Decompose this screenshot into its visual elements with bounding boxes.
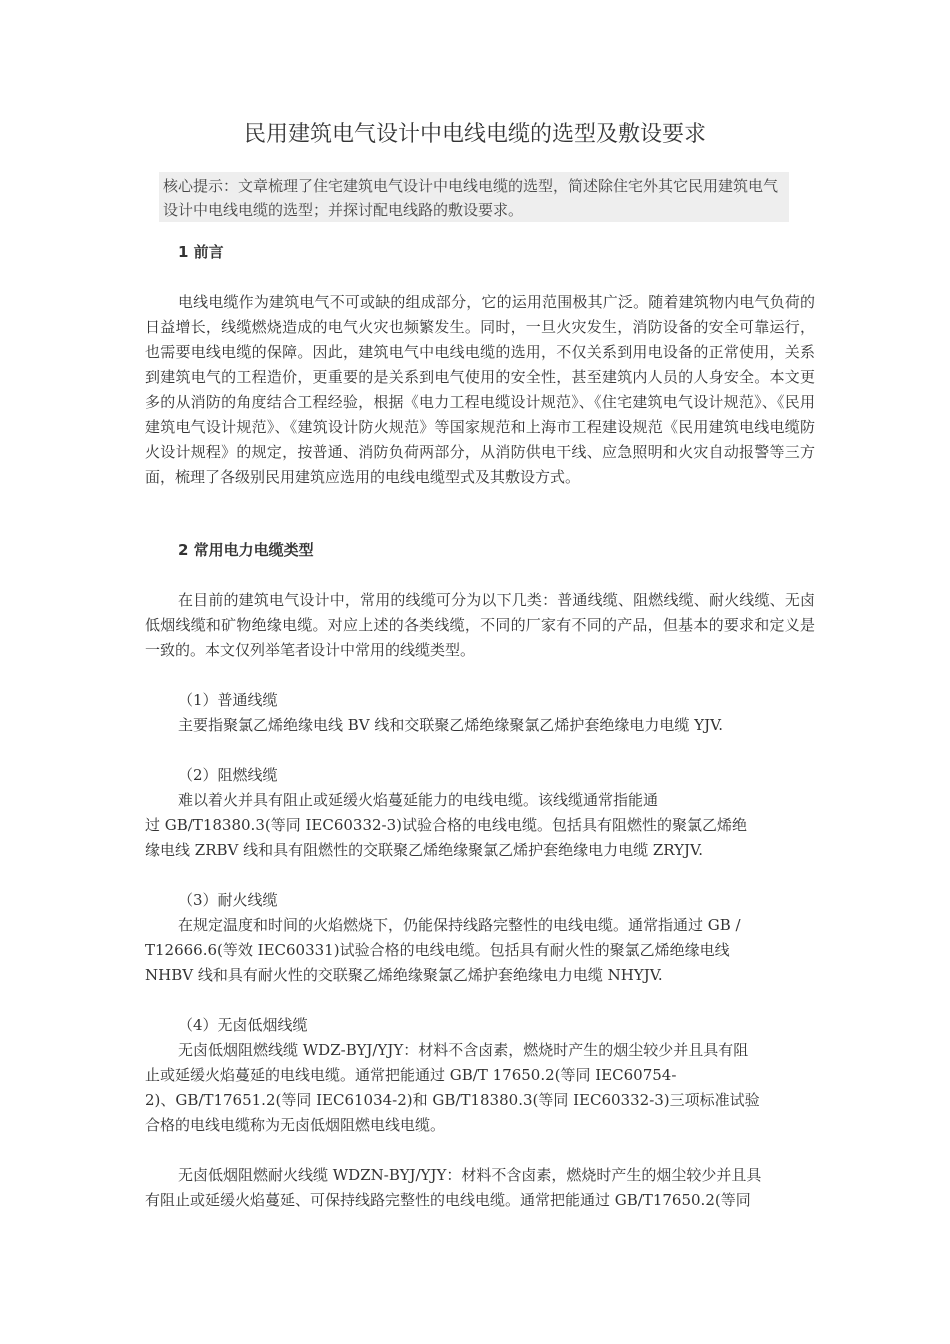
item-line: NHBV 线和具有耐火性的交联聚乙烯绝缘聚氯乙烯护套绝缘电力电缆 NHYJV.	[145, 966, 663, 984]
item-line: 在规定温度和时间的火焰燃烧下，仍能保持线路完整性的电线电缆。通常指通过 GB /	[178, 916, 741, 934]
item-line: 缘电线 ZRBV 线和具有阻燃性的交联聚乙烯绝缘聚氯乙烯护套绝缘电力电缆 ZRYJV.	[145, 841, 704, 859]
item-heading-halogen-free: （4）无卤低烟线缆	[178, 1016, 308, 1034]
summary-box: 核心提示：文章梳理了住宅建筑电气设计中电线电缆的选型，简述除住宅外其它民用建筑电气设计中电线电缆的选型；并探讨配电线路的敷设要求。	[159, 172, 789, 222]
item-text-ordinary: 主要指聚氯乙烯绝缘电线 BV 线和交联聚乙烯绝缘聚氯乙烯护套绝缘电力电缆 YJV.	[178, 716, 724, 734]
item-line: 无卤低烟阻燃线缆 WDZ-BYJ/YJY：材料不含卤素，燃烧时产生的烟尘较少并且具有阻	[178, 1041, 749, 1059]
item-line: 过 GB/T18380.3(等同 IEC60332-3)试验合格的电线电缆。包括具有阻燃性的聚氯乙烯绝	[145, 816, 748, 834]
item-heading-ordinary: （1）普通线缆	[178, 691, 278, 709]
item-line: 有阻止或延缓火焰蔓延、可保持线路完整性的电线电缆。通常把能通过 GB/T17650.2(等同	[145, 1191, 751, 1209]
item-line: 止或延缓火焰蔓延的电线电缆。通常把能通过 GB/T 17650.2(等同 IEC60754-	[145, 1066, 677, 1084]
item-line: 2)、GB/T17651.2(等同 IEC61034-2)和 GB/T18380.3(等同 IEC60332-3)三项标准试验	[145, 1091, 760, 1109]
intro-paragraph: 电线电缆作为建筑电气不可或缺的组成部分，它的运用范围极其广泛。随着建筑物内电气负荷的日益增长，线缆燃烧造成的电气火灾也频繁发生。同时，一旦火灾发生，消防设备的安全可靠运行，也需要电线电缆的保障。因此，建筑电气中电线电缆的选用，不仅关系到用电设备的正常使用，关系到建筑电气的工程造价，更重要的是关系到电气使用的安全性，甚至建筑内人员的人身安全。本文更多的从消防的角度结合工程经验，根据《电力工程电缆设计规范》、《住宅建筑电气设计规范》、《民用建筑电气设计规范》、《建筑设计防火规范》等国家规范和上海市工程建设规范《民用建筑电线电缆防火设计规程》的规定，按普通、消防负荷两部分，从消防供电干线、应急照明和火灾自动报警等三方面，梳理了各级别民用建筑应选用的电线电缆型式及其敷设方式。	[145, 293, 815, 486]
item-heading-fire-resistant: （3）耐火线缆	[178, 891, 278, 909]
item-heading-flame-retardant: （2）阻燃线缆	[178, 766, 278, 784]
item-line: 合格的电线电缆称为无卤低烟阻燃电线电缆。	[145, 1116, 446, 1134]
item-line: 无卤低烟阻燃耐火线缆 WDZN-BYJ/YJY：材料不含卤素，燃烧时产生的烟尘较少并且具	[178, 1166, 762, 1184]
page-title: 民用建筑电气设计中电线电缆的选型及敷设要求	[243, 122, 706, 147]
section-heading-cable-types: 2 常用电力电缆类型	[178, 541, 314, 559]
section-heading-intro: 1 前言	[178, 243, 224, 261]
cable-types-paragraph: 在目前的建筑电气设计中，常用的线缆可分为以下几类：普通线缆、阻燃线缆、耐火线缆、无卤低烟线缆和矿物绝缘电缆。对应上述的各类线缆，不同的厂家有不同的产品，但基本的要求和定义是一致的。本文仅列举笔者设计中常用的线缆类型。	[145, 591, 815, 659]
item-line: T12666.6(等效 IEC60331)试验合格的电线电缆。包括具有耐火性的聚氯乙烯绝缘电线	[145, 941, 730, 959]
item-line: 难以着火并具有阻止或延缓火焰蔓延能力的电线电缆。该线缆通常指能通	[178, 791, 659, 809]
